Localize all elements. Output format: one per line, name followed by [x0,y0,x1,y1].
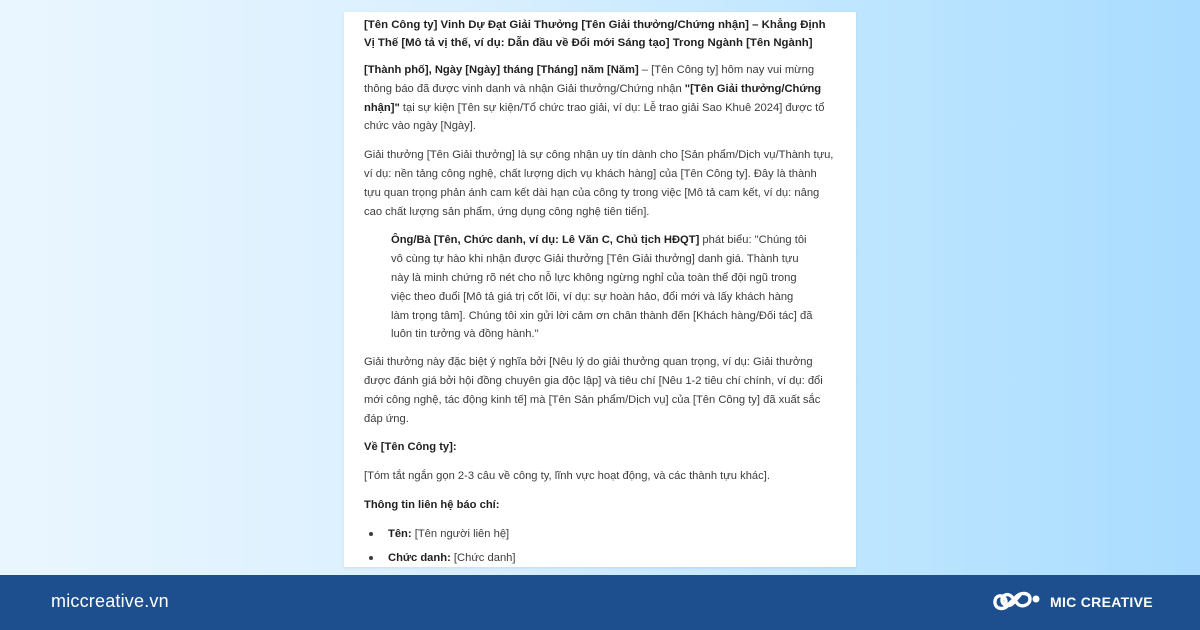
contact-value: [Tên người liên hệ] [411,527,510,540]
brand-logo[interactable] [992,587,1153,617]
footer-bar [0,575,1200,630]
contact-label: Chức danh: [388,551,451,564]
about-text: [Tóm tắt ngắn gọn 2-3 câu về công ty, lĩnh vực hoạt động, và các thành tựu khác]. [364,470,770,483]
quote-text: phát biểu: "Chúng tôi vô cùng tự hào khi nhận được Giải thưởng [Tên Giải thưởng] danh giá. Thành tựu này là minh chứng rõ nét cho nỗ lực không ngừng nghỉ của toàn thể đội ngũ trong việc theo đuổi [Mô tả giá trị cốt lõi, ví dụ: sự hoàn hảo, đổi mới và lấy khách hàng làm trọng tâm]. Chúng tôi xin gửi lời cảm ơn chân thành đến [Khách hàng/Đối tác] đã luôn tin tưởng và đồng hành." [391,234,813,341]
bullet-icon [369,532,373,536]
document-title: [Tên Công ty] Vinh Dự Đạt Giải Thưởng [Tên Giải thưởng/Chứng nhận] – Khẳng Định Vị Thế [Mô tả vị thế, ví dụ: Dẫn đầu về Đổi mới Sáng tạo] Trong Ngành [Tên Ngành] [364,19,826,49]
contact-label: Tên: [388,527,412,540]
contact-heading: Thông tin liên hệ báo chí: [364,498,500,511]
opening-text-2: tại sự kiện [Tên sự kiện/Tổ chức trao giải, ví dụ: Lễ trao giải Sao Khuê 2024] được tổ chức vào ngày [Ngày]. [364,101,825,133]
bullet-icon [369,556,373,560]
contact-value: [Chức danh] [450,551,516,564]
press-release-document [344,12,856,567]
quote-speaker: Ông/Bà [Tên, Chức danh, ví dụ: Lê Văn C, Chủ tịch HĐQT] [391,234,700,247]
website-link[interactable]: miccreative.vn [51,591,169,611]
mic-creative-logo-icon [992,587,1042,617]
about-heading: Về [Tên Công ty]: [364,441,457,454]
list-item [364,549,836,568]
significance-paragraph: Giải thưởng này đặc biệt ý nghĩa bởi [Nêu lý do giải thưởng quan trọng, ví dụ: Giải thưởng được đánh giá bởi hội đồng chuyên gia độc lập] và tiêu chí [Nêu 1-2 tiêu chí chính, ví dụ: đổi mới công nghệ, tác động kinh tế] mà [Tên Sản phẩm/Dịch vụ] của [Tên Công ty] đã xuất sắc đáp ứng. [364,356,823,425]
list-item [364,525,836,544]
opening-text-1: – [Tên Công ty] hôm nay vui mừng thông báo đã được vinh danh và nhận Giải thưởng/Chứng nhận [364,64,815,95]
award-paragraph: Giải thưởng [Tên Giải thưởng] là sự công nhận uy tín dành cho [Sản phẩm/Dịch vụ/Thành tựu, ví dụ: nền tảng công nghệ, chất lượng dịch vụ khách hàng] của [Tên Công ty]. Đây là thành tựu quan trọng phản ánh cam kết dài hạn của công ty trong việc [Mô tả cam kết, ví dụ: nâng cao chất lượng sản phẩm, ứng dụng công nghệ tiên tiến]. [364,149,834,218]
award-name: "[Tên Giải thưởng/Chứng nhận]" [364,82,822,114]
brand-name: MIC CREATIVE [1050,594,1153,610]
executive-quote [391,231,814,344]
dateline: [Thành phố], Ngày [Ngày] tháng [Tháng] năm [Năm] [364,64,639,76]
opening-paragraph [364,61,836,136]
